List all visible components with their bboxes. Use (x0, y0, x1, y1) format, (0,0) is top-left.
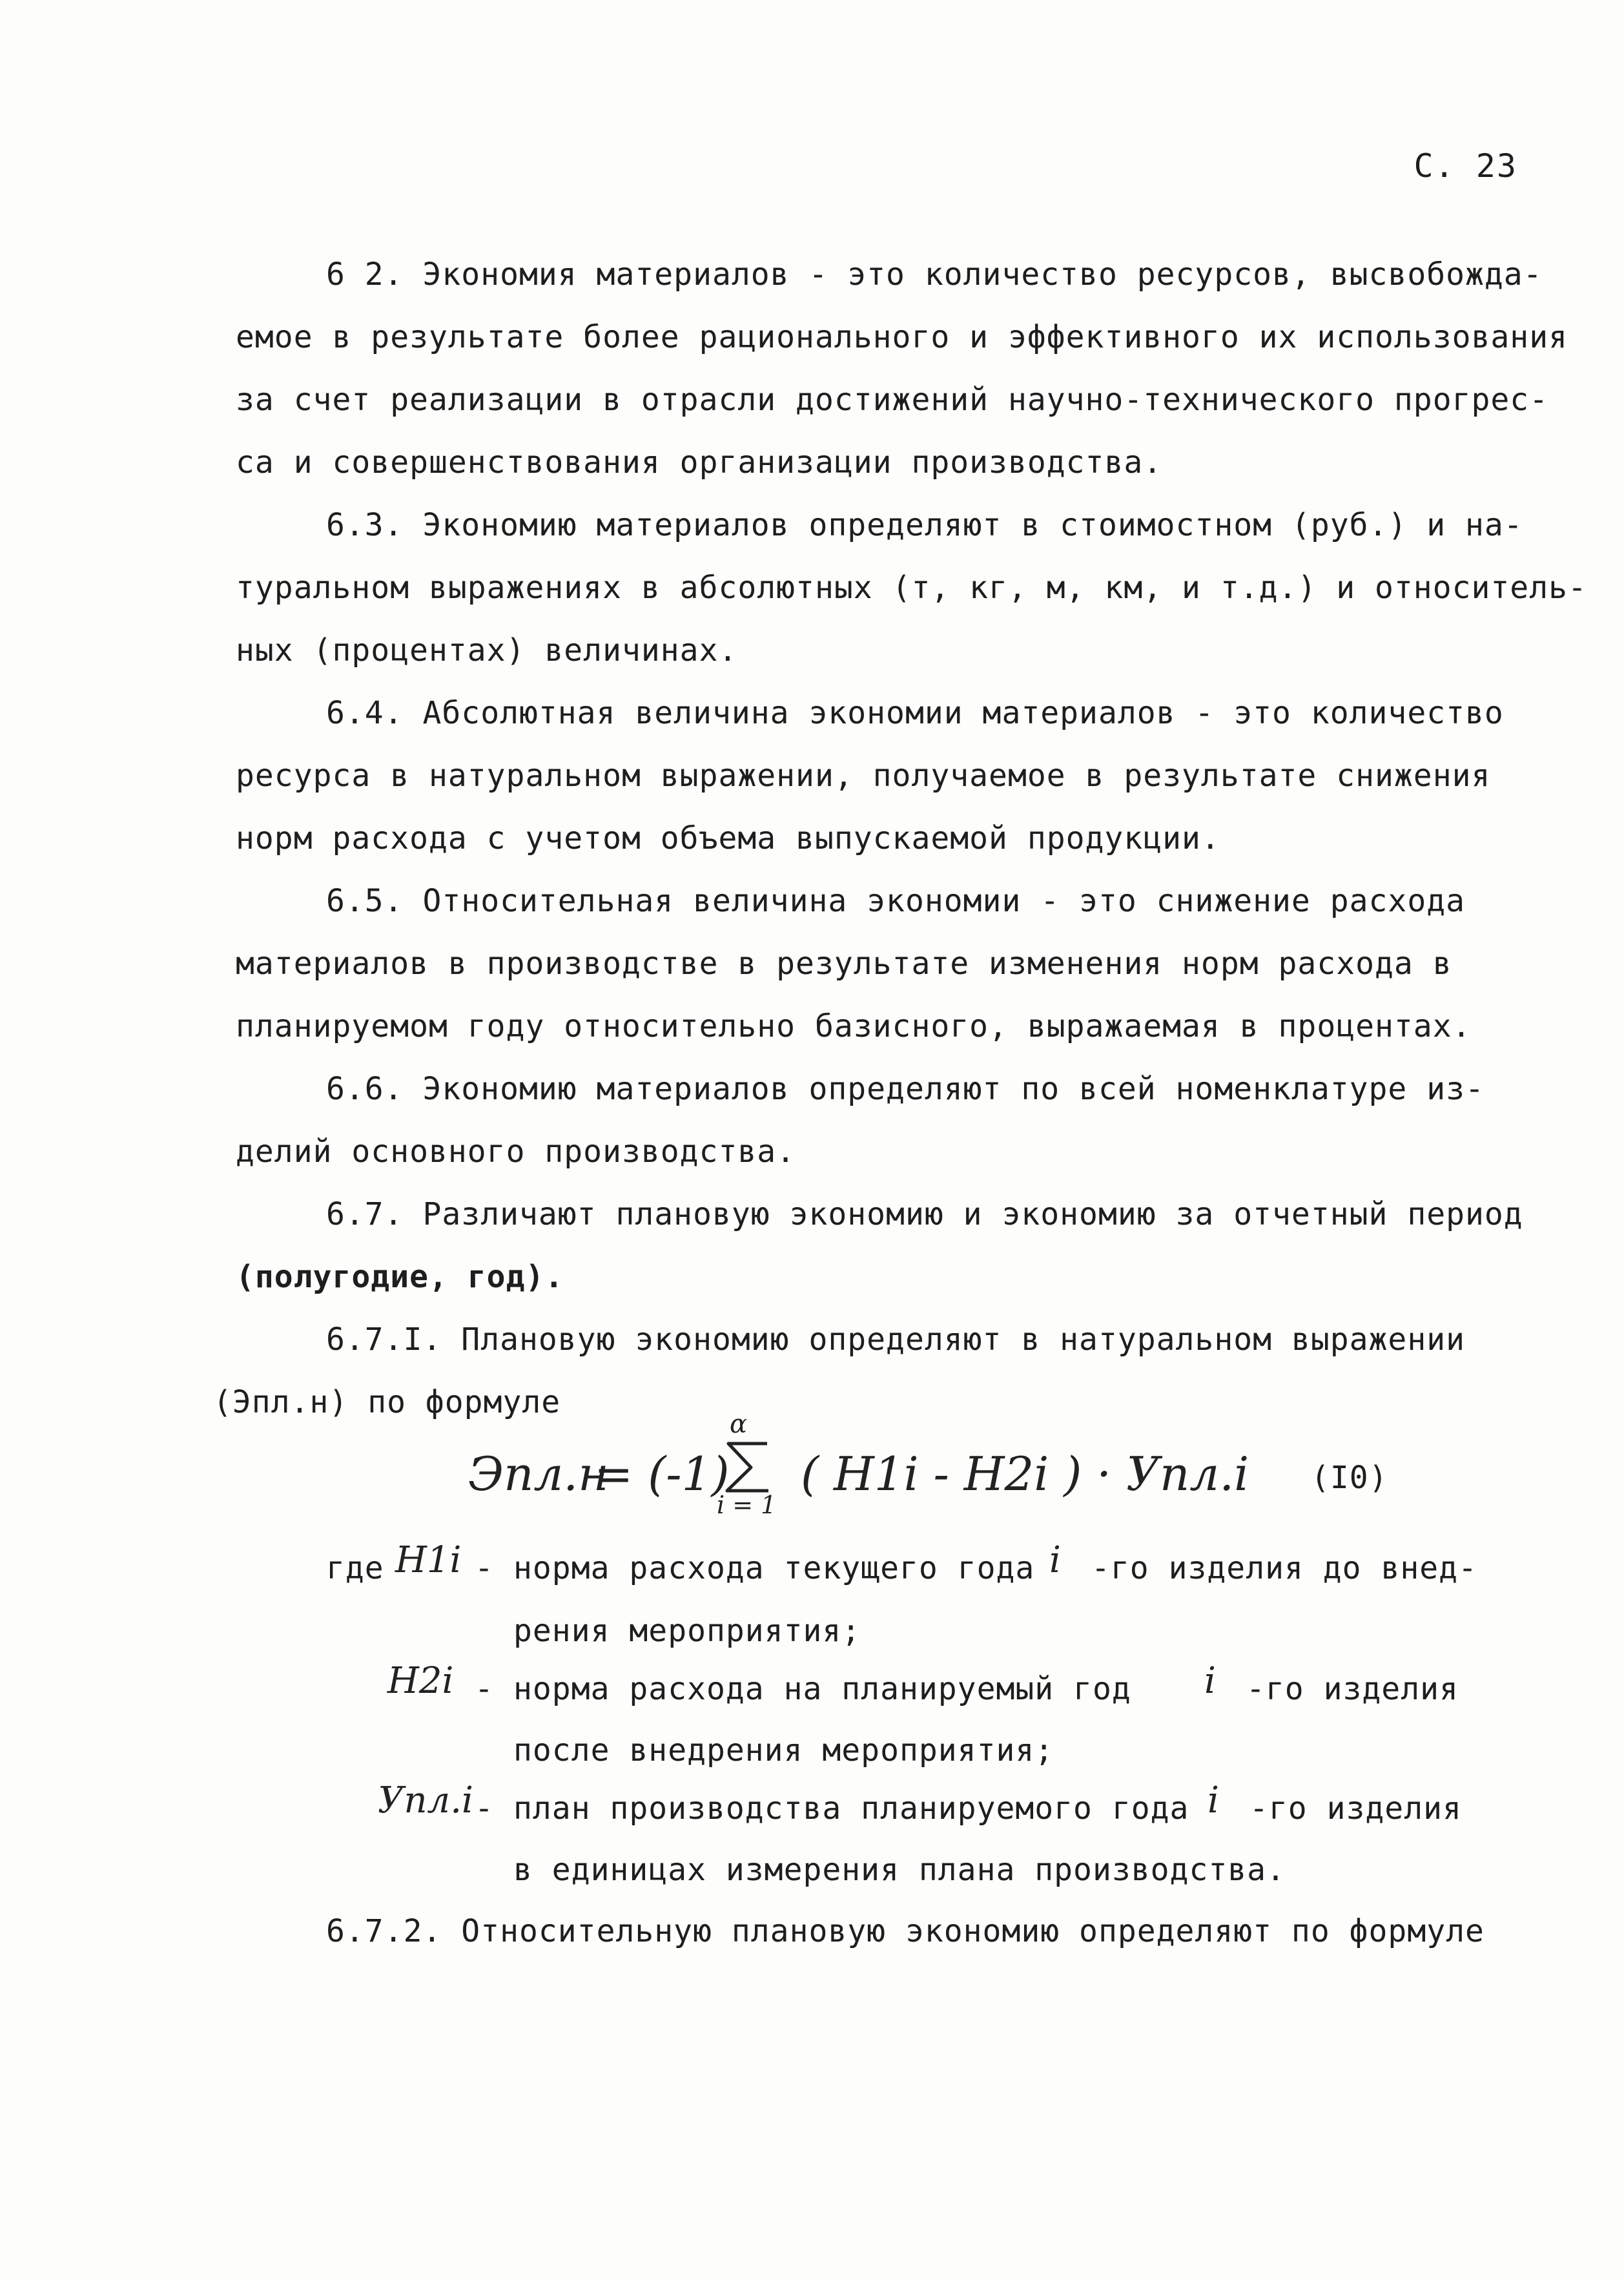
where-label: где (326, 1550, 384, 1586)
def-2-dash: - (475, 1671, 494, 1707)
def-3-text-2: -го изделия (1249, 1790, 1462, 1827)
para-6-3-line-3: ных (процентах) величинах. (236, 632, 738, 668)
formula-body: ( Н1i - Н2i ) · Упл.i (801, 1447, 1249, 1501)
symbol-ypl-i: Упл.i (378, 1779, 473, 1821)
para-6-2-line-3: за счет реализации в отрасли достижений научно-технического прогрес- (236, 382, 1549, 418)
para-6-5-line-1: 6.5. Относительная величина экономии - это снижение расхода (326, 883, 1466, 919)
para-6-6-line-1: 6.6. Экономию материалов определяют по всей номенклатуре из- (326, 1071, 1485, 1107)
para-6-2-line-1: 6 2. Экономия материалов - это количество ресурсов, высвобожда- (326, 256, 1543, 293)
def-2-text: норма расхода на планируемый год (513, 1671, 1131, 1707)
formula-equals-minus-one: = (-1) (594, 1447, 730, 1501)
def-2-continued: после внедрения мероприятия; (513, 1732, 1054, 1768)
def-2-text-2: -го изделия (1246, 1671, 1459, 1707)
para-6-3-line-2: туральном выражениях в абсолютных (т, кг, м, км, и т.д.) и относитель- (236, 570, 1587, 606)
def-3-index: i (1208, 1779, 1219, 1821)
def-1-index: i (1049, 1539, 1061, 1581)
def-1-text: норма расхода текущего года (513, 1550, 1035, 1586)
def-2-index: i (1204, 1660, 1216, 1702)
page-number: С. 23 (1413, 147, 1517, 185)
def-1-dash: - (475, 1550, 494, 1586)
formula-lhs: Эпл.н (468, 1447, 609, 1501)
formula-number: (I0) (1311, 1460, 1388, 1496)
def-3-dash: - (475, 1790, 494, 1827)
sum-upper-limit: α (730, 1409, 748, 1439)
para-6-5-line-3: планируемом году относительно базисного, выражаемая в процентах. (236, 1008, 1472, 1044)
para-6-6-line-2: делий основного производства. (236, 1134, 796, 1170)
para-6-3-line-1: 6.3. Экономию материалов определяют в стоимостном (руб.) и на- (326, 507, 1523, 543)
para-6-7-1-line-1: 6.7.I. Плановую экономию определяют в натуральном выражении (326, 1321, 1466, 1358)
para-6-7-line-2: (полугодие, год). (236, 1259, 564, 1295)
def-1-text-2: -го изделия до внед- (1091, 1550, 1477, 1586)
para-6-5-line-2: материалов в производстве в результате изменения норм расхода в (236, 946, 1452, 982)
para-6-4-line-3: норм расхода с учетом объема выпускаемой продукции. (236, 820, 1220, 856)
para-6-2-line-2: емое в результате более рационального и эффективного их использования (236, 319, 1568, 355)
def-3-continued: в единицах измерения плана производства. (513, 1852, 1286, 1888)
para-6-7-line-1: 6.7. Различают плановую экономию и экономию за отчетный период (326, 1196, 1523, 1232)
sum-lower-limit: i = 1 (717, 1491, 777, 1519)
def-3-text: план производства планируемого года (513, 1790, 1189, 1827)
symbol-h2i: Н2i (387, 1660, 454, 1702)
para-6-4-line-1: 6.4. Абсолютная величина экономии материалов - это количество (326, 695, 1504, 731)
symbol-h1i: Н1i (395, 1539, 462, 1581)
para-6-7-1-line-2: (Эпл.н) по формуле (213, 1384, 561, 1420)
def-1-continued: рения мероприятия; (513, 1613, 861, 1649)
para-6-2-line-4: са и совершенствования организации производства. (236, 444, 1163, 481)
para-6-7-2: 6.7.2. Относительную плановую экономию определяют по формуле (326, 1913, 1485, 1949)
para-6-4-line-2: ресурса в натуральном выражении, получаемое в результате снижения (236, 758, 1491, 794)
summation-symbol (709, 1409, 786, 1519)
